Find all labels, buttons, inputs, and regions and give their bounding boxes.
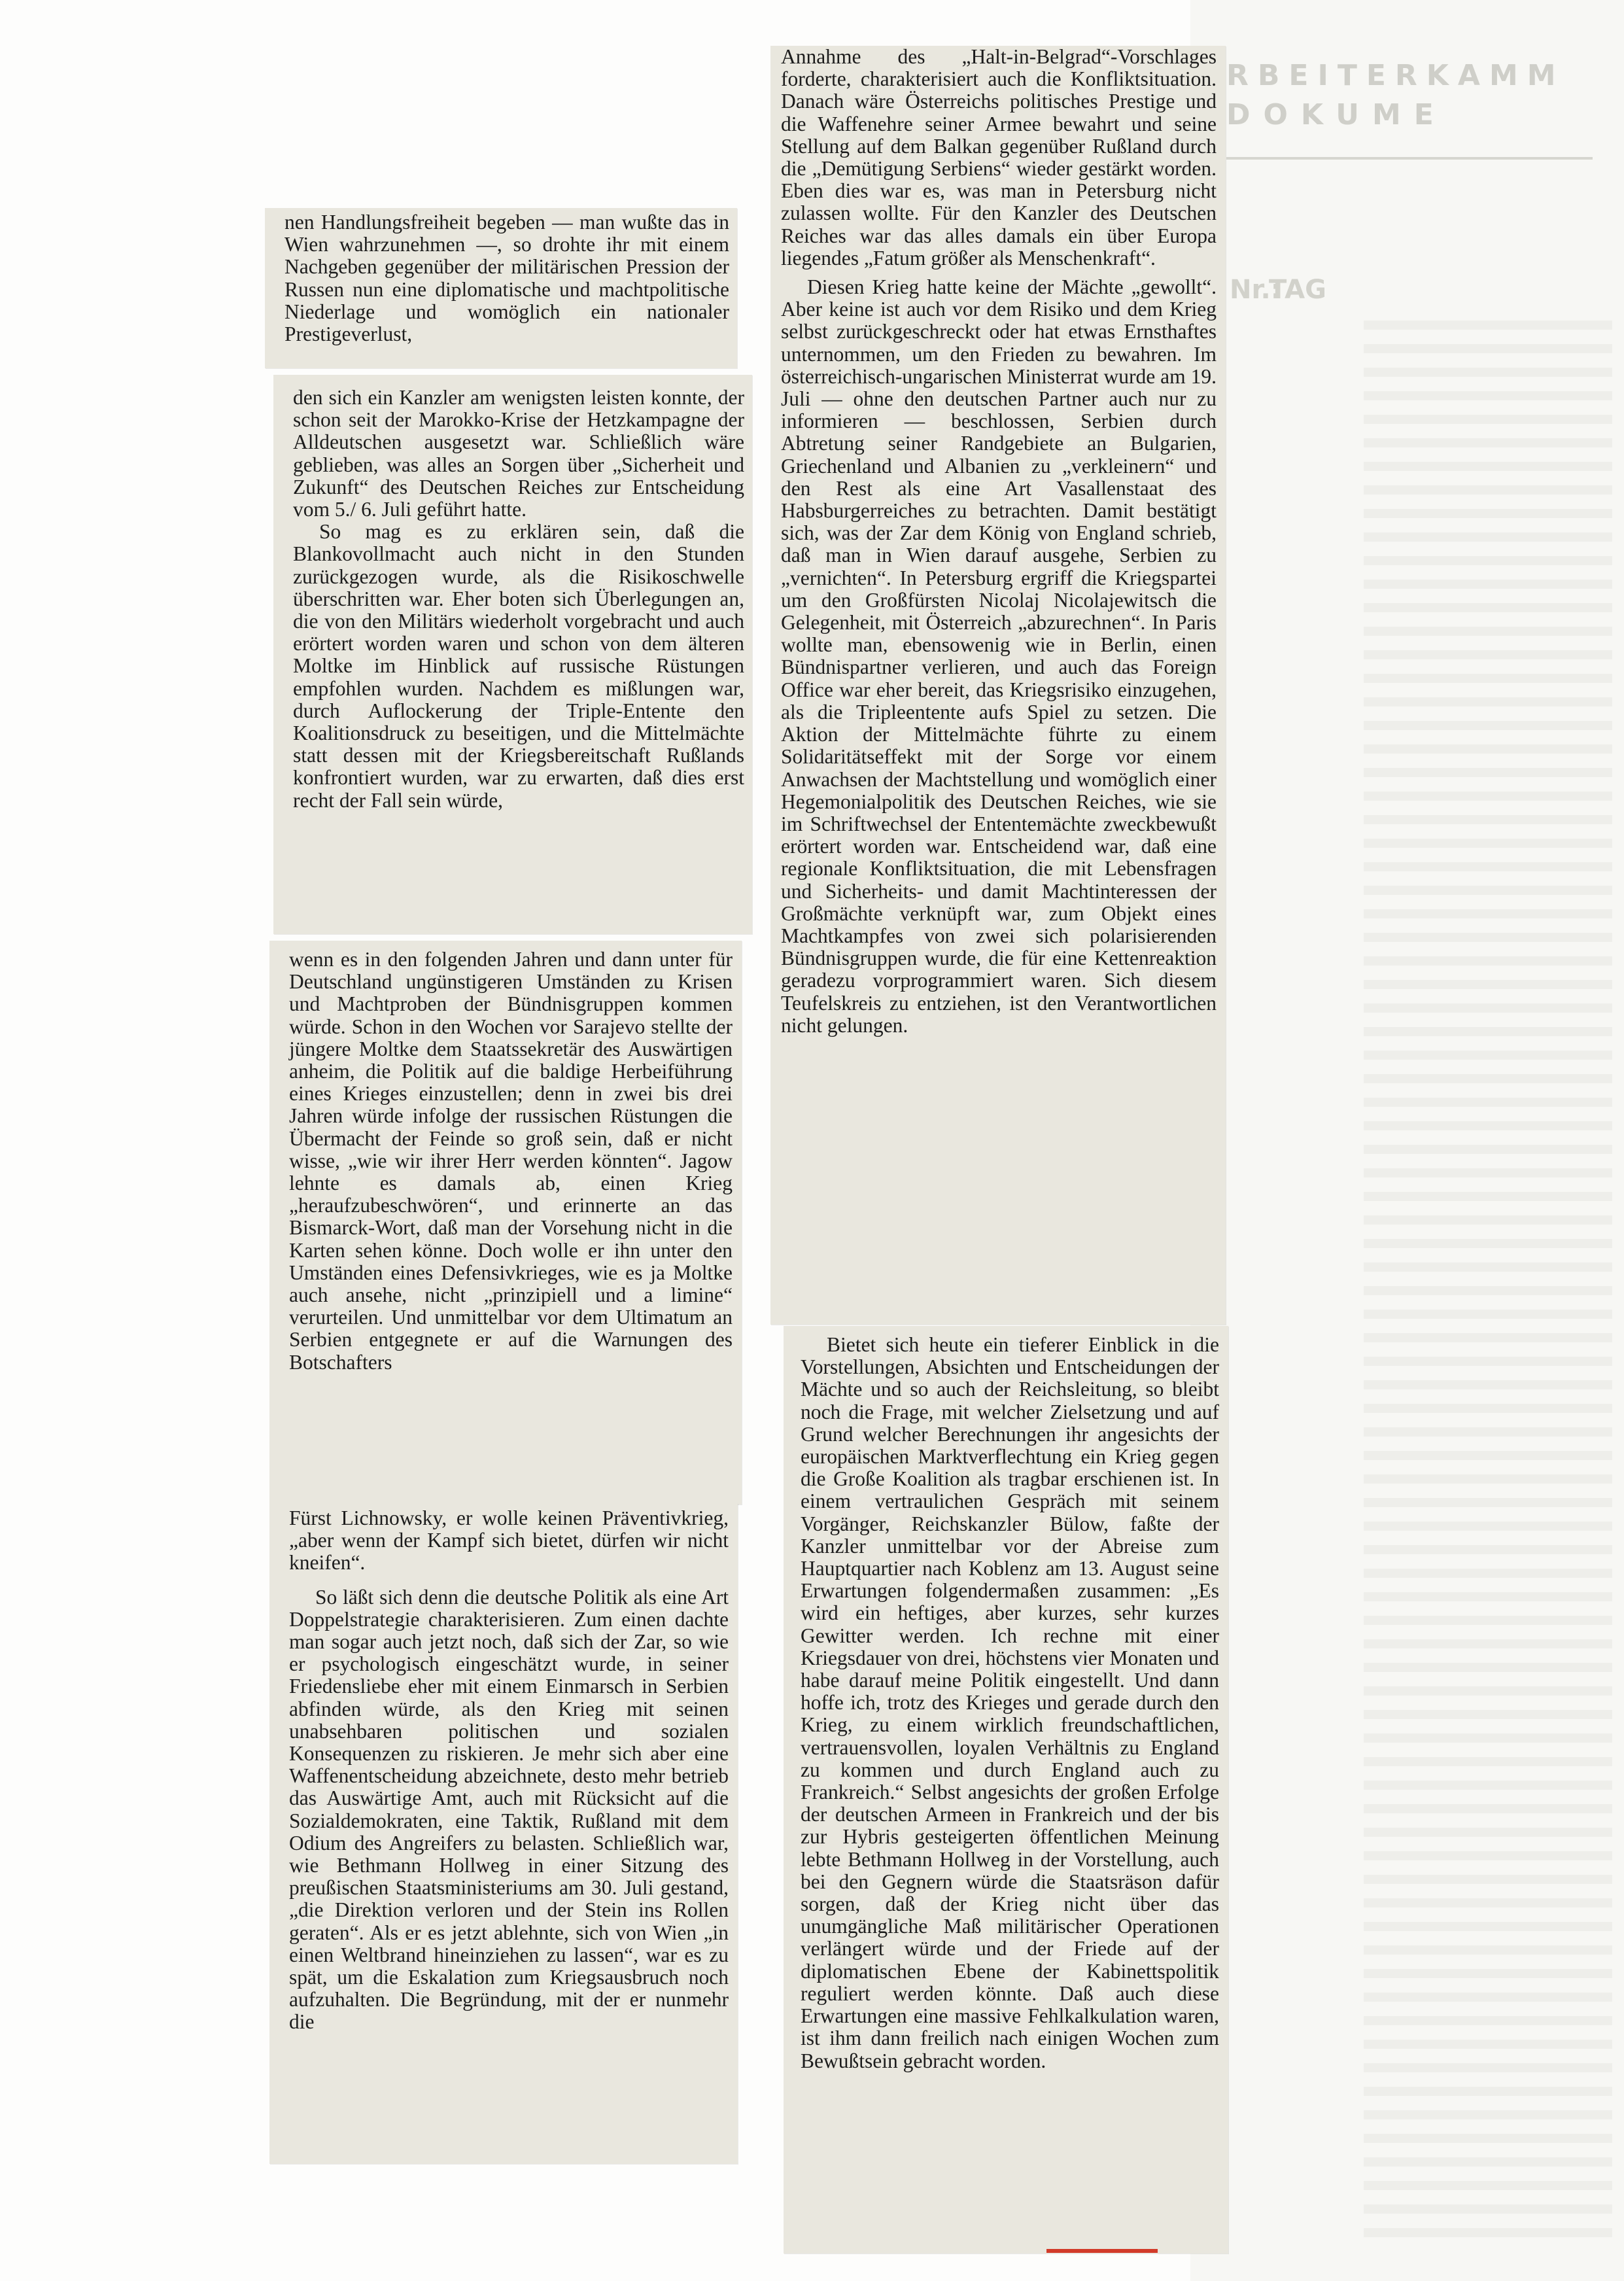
clipping-1 <box>265 208 737 368</box>
clipping-paragraph: nen Handlungsfreiheit begeben — man wußte das in Wien wahrzunehmen —, so drohte ihr mit einem Nachgeben gegenüber der militärischen Pression der Russen nun eine diplomatische und machtpolitische Niederlage und womöglich ein nationaler Prestigeverlust, <box>285 211 729 346</box>
clipping-2 <box>273 375 752 934</box>
clipping-paragraph: So mag es zu erklären sein, daß die Blankovollmacht auch nicht in den Stunden zurückgezogen wurde, als die Risikoschwelle überschritten war. Eher boten sich Überlegungen an, die von den Militärs wiederholt vorgebracht und auch erörtert worden waren und schon von dem älteren Moltke im Hinblick auf russische Rüstungen empfohlen wurden. Nachdem es mißlungen war, durch Auflockerung der Triple-Entente den Koalitionsdruck zu beseitigen, und die Mittelmächte statt dessen mit der Kriegsbereitschaft Rußlands konfrontiert wurden, war zu erwarten, daß dies erst recht der Fall sein würde, <box>293 520 744 812</box>
clipping-paragraph: So läßt sich denn die deutsche Politik als eine Art Doppelstrategie charakterisieren. Zum einen dachte man sogar auch jetzt noch, daß sich der Zar, so wie er psychologisch eingeschätzt wurde, in seiner Friedensliebe eher mit einem Einmarsch in Serbien abfinden würde, als den Krieg mit seinen unabsehbaren politischen und sozialen Konsequenzen zu riskieren. Je mehr sich aber eine Waffenentscheidung abzeichnete, desto mehr betrieb das Auswärtige Amt, auch mit Rücksicht auf die Sozialdemokraten, eine Taktik, Rußland mit dem Odium des Angreifers zu belasten. Schließlich war, wie Bethmann Hollweg in einer Sitzung des preußischen Staatsministeriums am 30. Juli gestand, „die Direktion verloren und der Stein ins Rollen geraten“. Als er es jetzt ablehnte, sich von Wien „in einen Weltbrand hineinziehen zu lassen“, war es zu spät, um die Eskalation zum Kriegsausbruch noch aufzuhalten. Die Begründung, mit der er nunmehr die <box>289 1585 729 2034</box>
show-through-text <box>1364 321 1612 2250</box>
mounting-sheet-tag-label: TAG <box>1269 275 1326 305</box>
clipping-6 <box>784 1326 1228 2254</box>
clipping-paragraph: Fürst Lichnowsky, er wolle keinen Präventivkrieg, „aber wenn der Kampf sich bietet, dürfen wir nicht kneifen“. <box>289 1506 729 1575</box>
mounting-sheet-title: RBEITERKAMM <box>1226 59 1565 92</box>
clipping-paragraph: Annahme des „Halt-in-Belgrad“-Vorschlages forderte, charakterisiert auch die Konfliktsituation. Danach wäre Österreichs politisches Prestige und die Waffenehre seiner Armee bewahrt und seine Stellung auf dem Balkan gegenüber Rußland durch die „Demütigung Serbiens“ wieder gestärkt worden. Eben dies war es, was man in Petersburg nicht zulassen wollte. Für den Kanzler des Deutschen Reiches war das alles damals ein über Europa liegendes „Fatum größer als Menschenkraft“. <box>781 45 1217 270</box>
red-pencil-mark <box>1046 2249 1158 2253</box>
clipping-paragraph: den sich ein Kanzler am wenigsten leisten konnte, der schon seit der Marokko-Krise der Hetzkampagne der Alldeutschen ausgesetzt war. Schließlich wäre geblieben, was alles an Sorgen über „Sicherheit und Zukunft“ des Deutschen Reiches zur Entscheidung vom 5./ 6. Juli geführt hatte. <box>293 386 744 521</box>
clipping-5 <box>770 46 1226 1325</box>
clipping-3 <box>269 941 742 1505</box>
mounting-sheet-nr-label: Nr.: <box>1230 275 1281 305</box>
clipping-paragraph: Bietet sich heute ein tieferer Einblick in die Vorstellungen, Absichten und Entscheidungen der Mächte und so auch der Reichsleitung, so bleibt noch die Frage, mit welcher Zielsetzung und auf Grund welcher Berechnungen ihr angesichts der europäischen Marktverflechtung ein Krieg gegen die Große Koalition als tragbar erschienen ist. In einem vertraulichen Gespräch mit seinem Vorgänger, Reichskanzler Bülow, faßte der Kanzler unmittelbar vor der Abreise zum Hauptquartier nach Koblenz am 13. August seine Erwartungen folgendermaßen zusammen: „Es wird ein heftiges, aber kurzes, sehr kurzes Gewitter werden. Ich rechne mit einer Kriegsdauer von drei, höchstens vier Monaten und habe darauf meine Politik eingestellt. Und dann hoffe ich, trotz des Krieges und gerade durch den Krieg, zu einem wirklich freundschaftlichen, vertrauensvollen, loyalen Verhältnis zu England zu kommen und durch England auch zu Frankreich.“ Selbst angesichts der großen Erfolge der deutschen Armeen in Frankreich und der bis zur Hybris gesteigerten öffentlichen Meinung lebte Bethmann Hollweg in der Vorstellung, auch bei den Gegnern würde die Staatsräson dafür sorgen, daß der Krieg nicht über das unumgängliche Maß militärischer Operationen verlängert würde und der Friede auf der diplomatischen Ebene der Kabinettspolitik reguliert werden könnte. Daß auch diese Erwartungen eine massive Fehlkalkulation waren, ist ihm dann freilich nach einigen Wochen zum Bewußtsein gebracht worden. <box>801 1333 1219 2072</box>
mounting-sheet-subtitle: DOKUME <box>1226 98 1447 131</box>
clipping-4 <box>269 1503 738 2164</box>
clipping-paragraph: wenn es in den folgenden Jahren und dann unter für Deutschland ungünstigeren Umständen zu Krisen und Machtproben der Bündnisgruppen kommen würde. Schon in den Wochen vor Sarajevo stellte der jüngere Moltke dem Staatssekretär des Auswärtigen anheim, die Politik auf die baldige Herbeiführung eines Krieges einzustellen; denn in zwei bis drei Jahren würde infolge der russischen Rüstungen die Übermacht der Feinde so groß sein, daß er nicht wisse, „wie wir ihrer Herr werden könnten“. Jagow lehnte es damals ab, einen Krieg „heraufzubeschwören“, und erinnerte an das Bismarck-Wort, daß man der Vorsehung nicht in die Karten sehen könne. Doch wolle er ihn unter den Umständen eines Defensivkrieges, wie es ja Moltke auch ansehe, nicht „prinzipiell und a limine“ verurteilen. Und unmittelbar vor dem Ultimatum an Serbien entgegnete er auf die Warnungen des Botschafters <box>289 948 733 1374</box>
clipping-paragraph: Diesen Krieg hatte keine der Mächte „gewollt“. Aber keine ist auch vor dem Risiko und dem Krieg selbst zurückgeschreckt oder hat etwas Ernsthaftes unternommen, um den Frieden zu bewahren. Im österreichisch-ungarischen Ministerrat wurde am 19. Juli — ohne den deutschen Partner auch nur zu informieren — beschlossen, Serbien durch Abtretung seiner Randgebiete an Bulgarien, Griechenland und Albanien zu „verkleinern“ und den Rest als eine Art Vasallenstaat des Habsburgerreiches zu betrachten. Damit bestätigt sich, was der Zar dem König von England schrieb, daß man in Wien darauf ausgehe, Serbien zu „vernichten“. In Petersburg ergriff die Kriegspartei um den Großfürsten Nicolaj Nicolajewitsch die Gelegenheit, mit Österreich „abzurechnen“. In Paris wollte man, ebensowenig wie in Berlin, einen Bündnispartner verlieren, und auch das Foreign Office war eher bereit, das Kriegsrisiko einzugehen, als die Tripleentente aufs Spiel zu setzen. Die Aktion der Mittelmächte führte zu einem Solidaritätseffekt mit der Sorge vor einem Anwachsen der Machtstellung und womöglich einer Hegemonialpolitik des Deutschen Reiches, wie sie im Schriftwechsel der Ententemächte zweckbewußt erörtert worden war. Entscheidend war, daß eine regionale Konfliktsituation, die mit Lebensfragen und Sicherheits- und damit Machtinteressen der Großmächte verknüpft war, zum Objekt eines Machtkampfes von zwei sich polarisierenden Bündnisgruppen wurde, die für eine Kettenreaktion geradezu vorprogrammiert waren. Sich diesem Teufelskreis zu entziehen, ist den Verantwortlichen nicht gelungen. <box>781 275 1217 1037</box>
